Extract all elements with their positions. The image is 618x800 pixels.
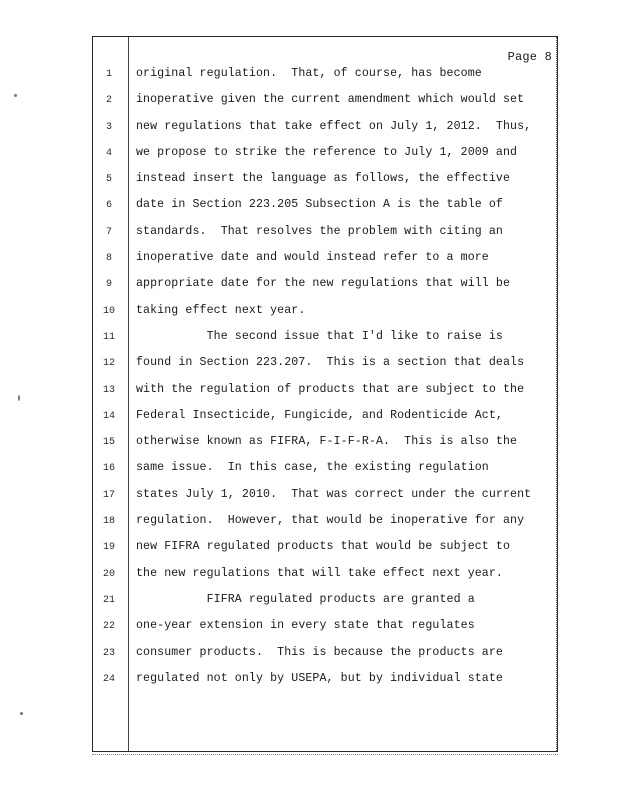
line-number: 1 [105, 69, 112, 80]
line-number: 15 [102, 437, 115, 449]
line-text: we propose to strike the reference to July 1, 2009 and [136, 145, 518, 159]
line-text: the new regulations that will take effect next year. [136, 566, 503, 580]
page-number: Page 8 [507, 50, 552, 64]
line-number: 3 [105, 121, 112, 133]
line-text: The second issue that I'd like to raise is [136, 329, 503, 343]
line-text: states July 1, 2010. That was correct under the current [136, 487, 532, 501]
line-number: 7 [105, 226, 112, 238]
line-number: 8 [105, 253, 112, 265]
line-text: instead insert the language as follows, the effective [136, 172, 511, 186]
transcript-line [92, 459, 558, 485]
line-text: with the regulation of products that are subject to the [136, 382, 525, 396]
line-text: otherwise known as FIFRA, F-I-F-R-A. This is also the [136, 435, 518, 449]
scan-footer-noise [92, 754, 558, 758]
line-text: date in Section 223.205 Subsection A is the table of [136, 198, 503, 212]
transcript-line [92, 617, 558, 643]
transcript-line [92, 223, 558, 249]
transcript-line [92, 565, 558, 591]
transcript-line [92, 512, 558, 538]
line-number: 24 [102, 673, 115, 685]
transcript-line [92, 486, 558, 512]
transcript-line [92, 591, 558, 617]
line-number: 17 [102, 489, 115, 501]
line-text: standards. That resolves the problem with citing an [136, 224, 503, 238]
transcript-line [92, 433, 558, 459]
transcript-line [92, 538, 558, 564]
line-number: 16 [102, 463, 115, 475]
line-text: consumer products. This is because the products are [136, 645, 503, 659]
transcript-line [92, 196, 558, 222]
line-number: 12 [102, 358, 115, 370]
transcript-line [92, 644, 558, 670]
line-text: one-year extension in every state that regulates [136, 619, 475, 633]
transcript-line [92, 328, 558, 354]
scan-speckle [18, 395, 20, 401]
line-text: same issue. In this case, the existing regulation [136, 461, 489, 475]
line-text: inoperative given the current amendment which would set [136, 93, 525, 107]
line-number: 10 [102, 305, 115, 317]
transcript-line [92, 91, 558, 117]
transcript-lines [92, 65, 558, 696]
line-number: 9 [105, 279, 112, 291]
line-number: 13 [102, 384, 115, 396]
transcript-line [92, 670, 558, 696]
line-text: appropriate date for the new regulations that will be [136, 277, 511, 291]
transcript-line [92, 144, 558, 170]
transcript-line [92, 249, 558, 275]
line-text: regulation. However, that would be inoperative for any [136, 514, 525, 528]
line-number: 19 [102, 542, 115, 554]
transcript-line [92, 381, 558, 407]
line-number: 14 [102, 410, 115, 422]
line-number: 4 [105, 147, 112, 159]
scan-speckle [14, 94, 17, 97]
transcript-line [92, 170, 558, 196]
line-number: 11 [102, 331, 115, 343]
transcript-line [92, 302, 558, 328]
line-text: taking effect next year. [136, 303, 306, 317]
line-text: original regulation. That, of course, has become [136, 67, 482, 80]
transcript-line [92, 118, 558, 144]
transcript-line [92, 275, 558, 301]
line-number: 22 [102, 621, 115, 633]
line-number: 2 [105, 95, 112, 107]
transcript-line [92, 65, 558, 91]
line-text: regulated not only by USEPA, but by individual state [136, 671, 503, 685]
line-text: Federal Insecticide, Fungicide, and Rodenticide Act, [136, 408, 503, 422]
line-text: new FIFRA regulated products that would be subject to [136, 540, 511, 554]
line-number: 18 [102, 516, 115, 528]
line-number: 23 [102, 647, 115, 659]
line-number: 6 [105, 200, 112, 212]
line-text: new regulations that take effect on July 1, 2012. Thus, [136, 119, 532, 133]
line-text: inoperative date and would instead refer to a more [136, 251, 489, 265]
scan-speckle [20, 712, 23, 715]
transcript-line [92, 354, 558, 380]
transcript-line [92, 407, 558, 433]
line-number: 20 [102, 568, 115, 580]
line-number: 21 [102, 594, 115, 606]
line-text: found in Section 223.207. This is a section that deals [136, 356, 525, 370]
line-text: FIFRA regulated products are granted a [136, 592, 475, 606]
line-number: 5 [105, 174, 112, 186]
